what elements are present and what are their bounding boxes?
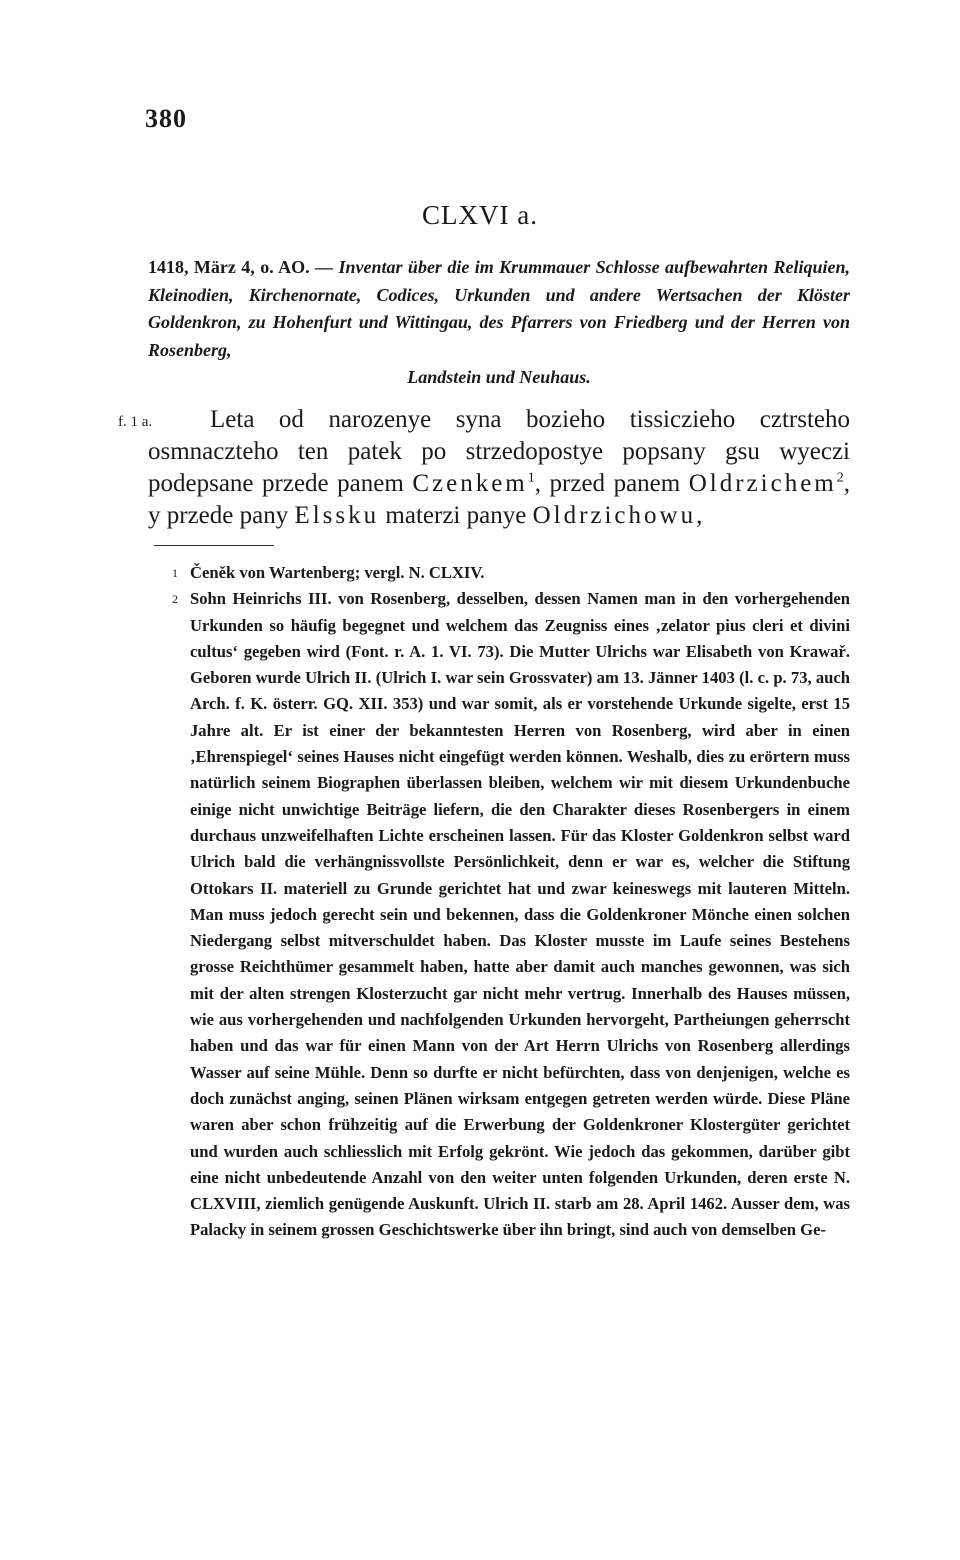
- footnote-ref: 2: [836, 470, 844, 486]
- main-text-part: materzi panye: [379, 502, 533, 529]
- main-text-part: , przed panem: [534, 470, 689, 497]
- footnote-text: Čeněk von Wartenberg; vergl. N. CLXIV.: [190, 563, 485, 582]
- page-number: 380: [145, 104, 187, 133]
- heading-date: 1418, März 4, o. AO.: [148, 257, 310, 277]
- person-name: Elssku: [294, 502, 380, 529]
- document-heading: [148, 254, 850, 392]
- footnote-ref: 1: [527, 470, 535, 486]
- document-number: CLXVI a.: [422, 200, 538, 230]
- footnote: [172, 560, 850, 586]
- footnote-number: 2: [172, 592, 178, 607]
- footnote-text: Sohn Heinrichs III. von Rosenberg, desselben, dessen Namen man in den vorhergehenden Urkunden so häufig begegnet und welchem das Zeugniss eines ‚zelator pius cleri et divini cultus‘ gegeben wird (Font. r. A. 1. VI. 73). Die Mutter Ulrichs war Elisabeth von Krawař. Geboren wurde Ulrich II. (Ulrich I. war sein Grossvater) am 13. Jänner 1403 (l. c. p. 73, auch Arch. f. K. österr. GQ. XII. 353) und war somit, als er vorstehende Urkunde sigelte, erst 15 Jahre alt. Er ist einer der bekanntesten Herren von Rosenberg, wird aber in einen ‚Ehrenspiegel‘ seines Hauses nicht eingefügt werden können. Weshalb, dies zu erörtern muss natürlich seinem Biographen überlassen bleiben, welchem wir mit diesem Urkundenbuche einige nicht unwichtige Beiträge liefern, die den Charakter dieses Rosenbergers in einem durchaus unzweifelhaften Lichte erscheinen lassen. Für das Kloster Goldenkron selbst ward Ulrich bald die verhängnissvollste Persönlichkeit, denn er war es, welcher die Stiftung Ottokars II. materiell zu Grunde gerichtet hat und zwar keineswegs mit lauteren Mitteln. Man muss jedoch gerecht sein und bekennen, dass die Goldenkroner Mönche einen solchen Niedergang selbst mitverschuldet haben. Das Kloster musste im Laufe seines Bestehens grosse Reichthümer gesammelt haben, hatte aber damit auch manches gewonnen, was sich mit der alten strengen Klosterzucht gar nicht mehr vertrug. Innerhalb des Hauses müssen, wie aus vorhergehenden und nachfolgenden Urkunden hervorgeht, Partheiungen geherrscht haben und das war für einen Mann von der Art Herrn Ulrichs von Rosenberg allerdings Wasser auf seine Mühle. Denn so durfte er nicht befürchten, dass von denjenigen, welche es doch zunächst anging, seinen Plänen wirksam entgegen getreten werden würde. Diese Pläne waren aber schon frühzeitig auf die Erwerbung der Goldenkroner Klostergüter gerichtet und wurden auch schliesslich mit Erfolg gekrönt. Wie jedoch das gekommen, darüber gibt eine nicht unbedeutende Anzahl von den weiter unten folgenden Urkunden, deren erste N. CLXVIII, ziemlich genügende Auskunft. Ulrich II. starb am 28. April 1462. Ausser dem, was Palacky in seinem grossen Geschichtswerke über ihn bringt, sind auch von demselben Ge-: [190, 589, 850, 1240]
- folio-marker: f. 1 a.: [118, 414, 153, 430]
- heading-dash: —: [309, 257, 339, 277]
- heading-last-line: Landstein und Neuhaus.: [407, 367, 591, 387]
- footnotes: [172, 560, 850, 1244]
- heading-text: Inventar über die im Krummauer Schlosse aufbewahrten Reliquien, Kleinodien, Kirchenornate, Codices, Urkunden und andere Wertsachen der Klöster Goldenkron, zu Hohenfurt und Wittingau, des Pfarrers von Friedberg und der Herren von Rosenberg,: [148, 257, 851, 360]
- main-text-part: Leta od narozenye syna bozieho tissiczieho cztrsteho osmnaczteho ten patek po strzedopostye popsany gsu wyeczi podepsane przede panem: [148, 406, 850, 497]
- footnote-number: 1: [172, 566, 178, 580]
- person-name: Oldrzichem: [688, 470, 837, 497]
- footnote: [172, 586, 850, 1243]
- main-text-part: ,: [696, 502, 703, 529]
- person-name: Oldrzichowu: [532, 502, 697, 529]
- footnote-divider: [154, 545, 274, 546]
- main-text: [148, 404, 850, 532]
- person-name: Czenkem: [412, 470, 528, 497]
- main-text-part: , y przede pany: [148, 470, 850, 529]
